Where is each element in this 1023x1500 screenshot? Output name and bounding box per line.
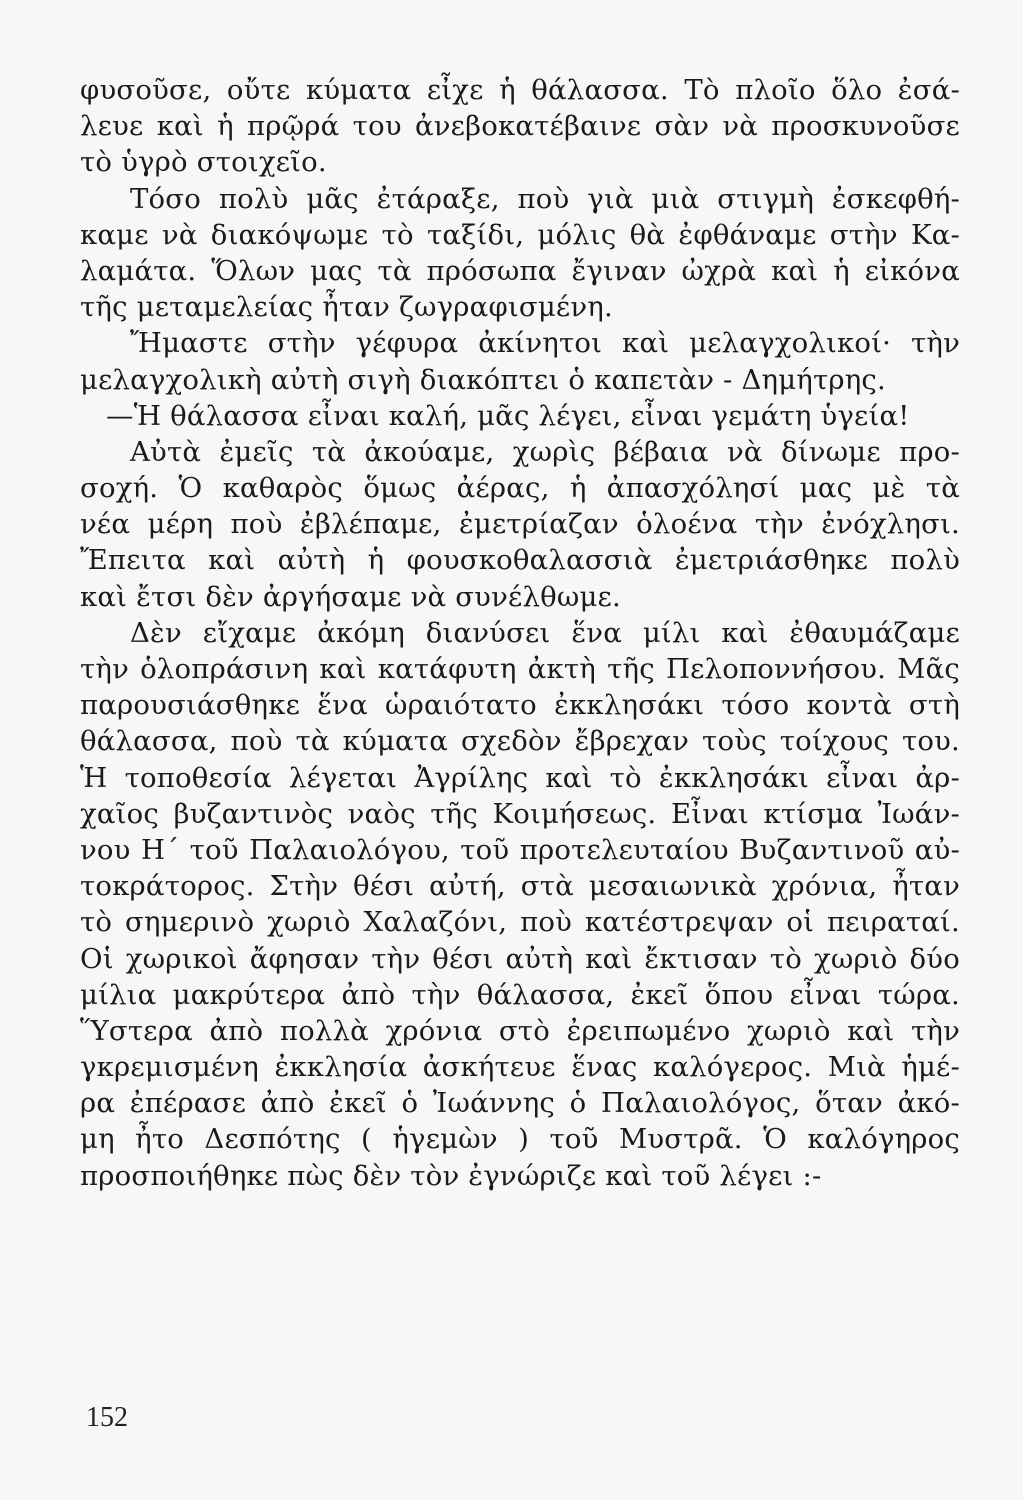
text-line-3: τὸ ὑγρὸ στοιχεῖο. (80, 146, 327, 179)
text-line-26: μίλια μακρύτερα ἀπὸ τὴν θάλασσα, ἐκεῖ ὅπου εἶναι τώρα. (80, 978, 960, 1011)
text-line-27: Ὕστερα ἀπὸ πολλὰ χρόνια στὸ ἐρειπωμένο χωριὸ καὶ τὴν (80, 1014, 960, 1047)
text-line-25: Οἱ χωρικοὶ ἄφησαν τὴν θέσι αὐτὴ καὶ ἔκτισαν τὸ χωριὸ δύο (80, 942, 960, 975)
text-line-15: καὶ ἔτσι δὲν ἀργήσαμε νὰ συνέλθωμε. (80, 580, 621, 613)
text-line-24: τὸ σημερινὸ χωριὸ Χαλαζόνι, ποὺ κατέστρεψαν οἱ πειραταί. (80, 906, 960, 939)
text-line-12: σοχή. Ὁ καθαρὸς ὅμως ἀέρας, ἡ ἀπασχόλησί μας μὲ τὰ (80, 472, 960, 505)
text-line-28: γκρεμισμένη ἐκκλησία ἀσκήτευε ἕνας καλόγερος. Μιὰ ἡμέ- (80, 1051, 960, 1084)
text-line-9: μελαγχολικὴ αὐτὴ σιγὴ διακόπτει ὁ καπετὰν - Δημήτρης. (80, 363, 886, 396)
text-line-4: Τόσο πολὺ μᾶς ἐτάραξε, ποὺ γιὰ μιὰ στιγμὴ ἐσκεφθή- (130, 182, 960, 215)
text-line-16: Δὲν εἴχαμε ἀκόμη διανύσει ἕνα μίλι καὶ ἐθαυμάζαμε (130, 616, 960, 649)
body-text (80, 72, 960, 1194)
text-line-7: τῆς μεταμελείας ἦταν ζωγραφισμένη. (80, 291, 613, 324)
text-line-31: προσποιήθηκε πὼς δὲν τὸν ἐγνώριζε καὶ τοῦ λέγει :- (80, 1159, 822, 1192)
text-line-20: Ἡ τοποθεσία λέγεται Ἀγρίλης καὶ τὸ ἐκκλησάκι εἶναι ἀρ- (80, 761, 960, 794)
text-line-29: ρα ἐπέρασε ἀπὸ ἐκεῖ ὁ Ἰωάννης ὁ Παλαιολόγος, ὅταν ἀκό- (80, 1087, 960, 1120)
text-line-21: χαῖος βυζαντινὸς ναὸς τῆς Κοιμήσεως. Εἶναι κτίσμα Ἰωάν- (80, 797, 960, 830)
text-line-14: Ἔπειτα καὶ αὐτὴ ἡ φουσκοθαλασσιὰ ἐμετριάσθηκε πολὺ (80, 544, 960, 577)
text-line-18: παρουσιάσθηκε ἕνα ὡραιότατο ἐκκλησάκι τόσο κοντὰ στὴ (80, 689, 960, 722)
text-line-6: λαμάτα. Ὅλων μας τὰ πρόσωπα ἔγιναν ὠχρὰ καὶ ἡ εἰκόνα (80, 254, 960, 287)
text-line-10: —Ἡ θάλασσα εἶναι καλή, μᾶς λέγει, εἶναι γεμάτη ὑγεία! (106, 399, 910, 432)
text-line-19: θάλασσα, ποὺ τὰ κύματα σχεδὸν ἔβρεχαν τοὺς τοίχους του. (80, 725, 960, 758)
page-number: 152 (86, 1402, 128, 1433)
text-line-2: λευε καὶ ἡ πρῷρά του ἀνεβοκατέβαινε σὰν νὰ προσκυνοῦσε (80, 110, 960, 143)
text-line-23: τοκράτορος. Στὴν θέσι αὐτή, στὰ μεσαιωνικὰ χρόνια, ἦταν (80, 870, 960, 903)
text-line-5: καμε νὰ διακόψωμε τὸ ταξίδι, μόλις θὰ ἐφθάναμε στὴν Κα- (80, 218, 960, 251)
text-line-30: μη ἦτο Δεσπότης ( ἡγεμὼν ) τοῦ Μυστρᾶ. Ὁ καλόγηρος (80, 1123, 960, 1156)
text-line-8: Ἤμαστε στὴν γέφυρα ἀκίνητοι καὶ μελαγχολικοί· τὴν (130, 327, 960, 360)
text-line-22: νου Η΄ τοῦ Παλαιολόγου, τοῦ προτελευταίου Βυζαντινοῦ αὐ- (80, 833, 960, 866)
text-line-1: φυσοῦσε, οὔτε κύματα εἶχε ἡ θάλασσα. Τὸ πλοῖο ὅλο ἐσά- (80, 74, 960, 106)
text-line-13: νέα μέρη ποὺ ἐβλέπαμε, ἐμετρίαζαν ὁλοένα τὴν ἐνόχλησι. (80, 508, 960, 541)
text-line-11: Αὐτὰ ἐμεῖς τὰ ἀκούαμε, χωρὶς βέβαια νὰ δίνωμε προ- (130, 435, 960, 468)
text-line-17: τὴν ὁλοπράσινη καὶ κατάφυτη ἀκτὴ τῆς Πελοποννήσου. Μᾶς (80, 653, 960, 685)
